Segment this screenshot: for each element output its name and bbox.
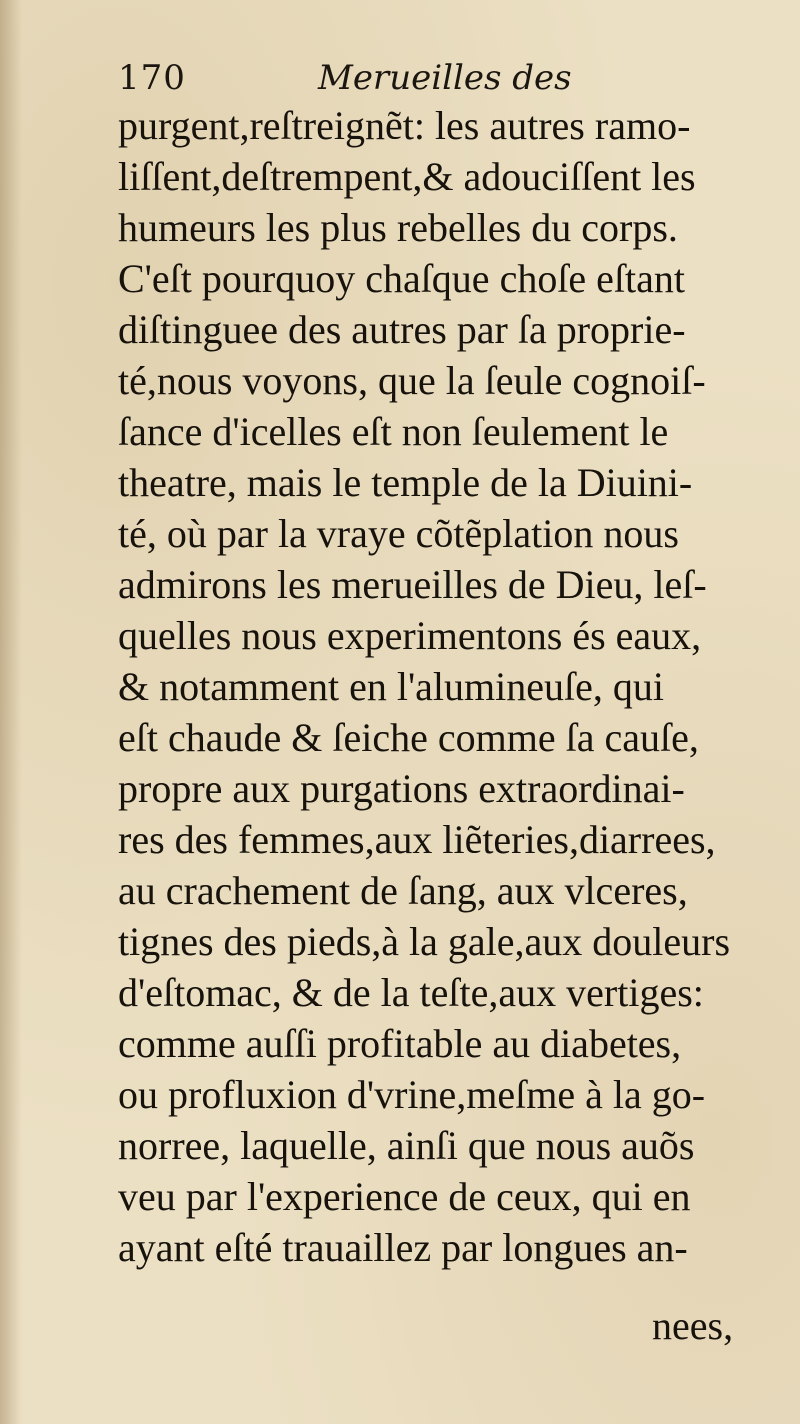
text-line: tignes des pieds,à la gale,aux douleurs — [118, 919, 731, 964]
text-line: ſance d'icelles eſt non ſeulement le — [118, 409, 669, 454]
gutter-shadow — [0, 0, 22, 1424]
text-line: res des femmes,aux liẽteries,diarrees, — [118, 817, 716, 862]
text-line: té,nous voyons, que la ſeule cognoiſ- — [118, 358, 706, 403]
text-line: norree, laquelle, ainſi que nous auõs — [118, 1123, 695, 1168]
text-line: quelles nous experimentons és eaux, — [118, 613, 702, 658]
text-line: eſt chaude & ſeiche comme ſa cauſe, — [118, 715, 699, 760]
text-line: ayant eſté trauaillez par longues an- — [118, 1225, 688, 1270]
text-line: theatre, mais le temple de la Diuini- — [118, 460, 693, 505]
text-line: ou profluxion d'vrine,meſme à la go- — [118, 1072, 706, 1117]
text-line: propre aux purgations extraordinai- — [118, 766, 685, 811]
running-title: Merueilles des — [318, 58, 572, 98]
text-line: admirons les merueilles de Dieu, leſ- — [118, 562, 707, 607]
text-line: & notamment en l'alumineuſe, qui — [118, 664, 664, 709]
text-line: diſtinguee des autres par ſa proprie- — [118, 307, 686, 352]
text-line: liſſent,deſtrempent,& adouciſſent les — [118, 154, 696, 199]
text-line: veu par l'experience de ceux, qui en — [118, 1174, 691, 1219]
text-line: d'eſtomac, & de la teſte,aux vertiges: — [118, 970, 704, 1015]
catchword: nees, — [652, 1303, 734, 1348]
text-line: comme auſſi profitable au diabetes, — [118, 1021, 682, 1066]
text-line: té, où par la vraye cõtẽplation nous — [118, 511, 679, 556]
text-line: au crachement de ſang, aux vlceres, — [118, 868, 688, 913]
page-number: 170 — [118, 58, 186, 98]
text-line: humeurs les plus rebelles du corps. — [118, 205, 678, 250]
text-line: purgent,reſtreignẽt: les autres ramo- — [118, 103, 691, 148]
text-line: C'eſt pourquoy chaſque choſe eſtant — [118, 256, 686, 301]
page-header — [118, 55, 778, 105]
body-text — [118, 100, 768, 1273]
